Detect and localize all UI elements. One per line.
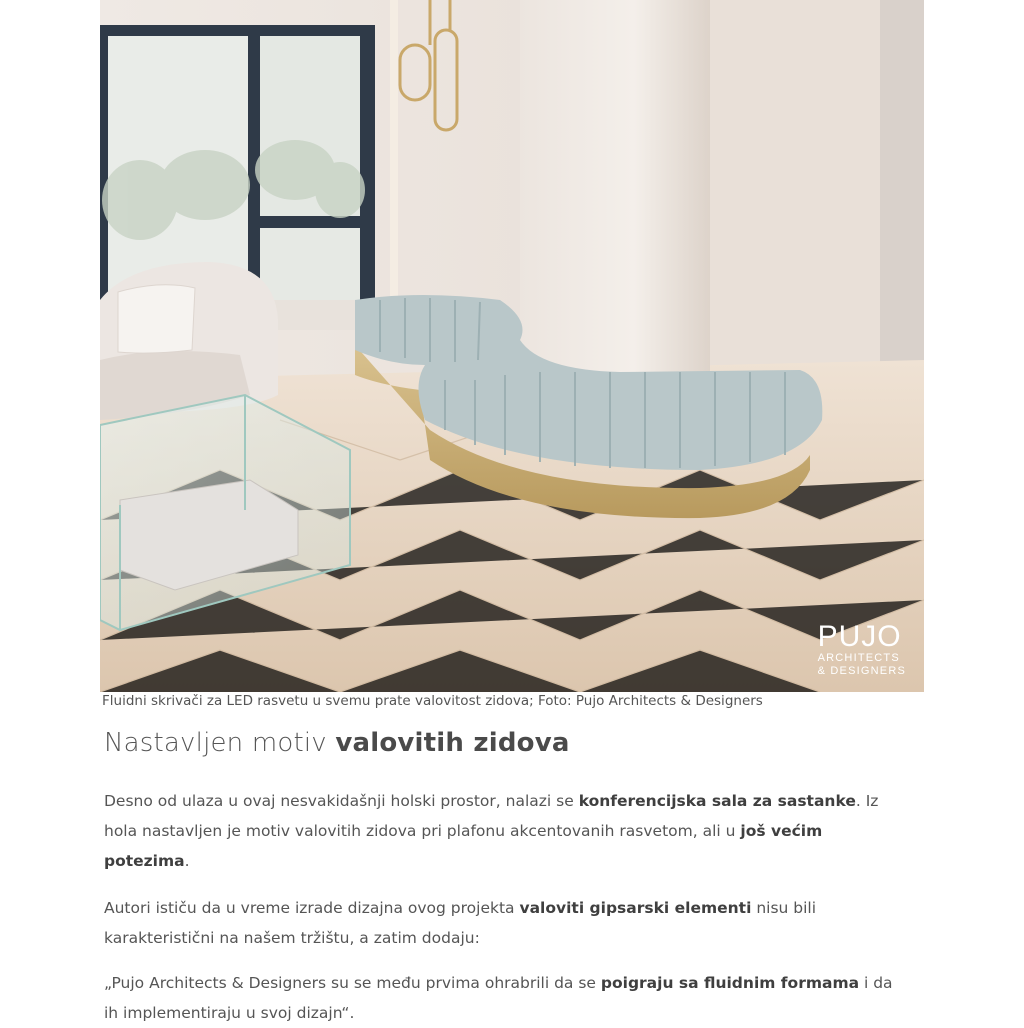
emphasis-text: poigraju sa fluidnim formama <box>600 974 860 992</box>
section-heading <box>104 728 570 758</box>
heading-light: Nastavljen motiv <box>104 728 336 758</box>
body-text: . Iz hola nastavljen je motiv valovitih zidova pri plafonu akcentovanih rasvetom, ali u <box>104 792 879 840</box>
photo-caption: Fluidni skrivači za LED rasvetu u svemu prate valovitost zidova; Foto: Pujo Architects & Designers <box>102 693 763 709</box>
photo-watermark <box>818 622 906 678</box>
body-text: Desno od ulaza u ovaj nesvakidašnji holski prostor, nalazi se <box>104 792 579 810</box>
body-text: Autori ističu da u vreme izrade dizajna ovog projekta <box>104 899 520 917</box>
body-text: „Pujo Architects & Designers su se među prvima ohrabrili da se <box>104 974 601 992</box>
body-text: nisu bili karakteristični na našem tržištu, a zatim dodaju: <box>104 899 817 947</box>
article-photo <box>100 0 924 692</box>
body-text: . <box>184 852 190 870</box>
emphasis-text: valoviti gipsarski elementi <box>519 899 752 917</box>
body-text: i da ih implementiraju u svoj dizajn“. <box>104 974 893 1022</box>
emphasis-text: još većim potezima <box>104 822 823 870</box>
paragraph-3 <box>104 968 904 1028</box>
watermark-brand: PUJO <box>817 620 902 653</box>
watermark-line2: & DESIGNERS <box>817 665 906 677</box>
interior-photo-illustration <box>100 0 924 692</box>
heading-bold: valovitih zidova <box>335 728 570 758</box>
emphasis-text: konferencijska sala za sastanke <box>578 792 856 810</box>
watermark-line1: ARCHITECTS <box>817 652 900 664</box>
paragraph-1 <box>104 786 904 876</box>
paragraph-2 <box>104 893 904 953</box>
